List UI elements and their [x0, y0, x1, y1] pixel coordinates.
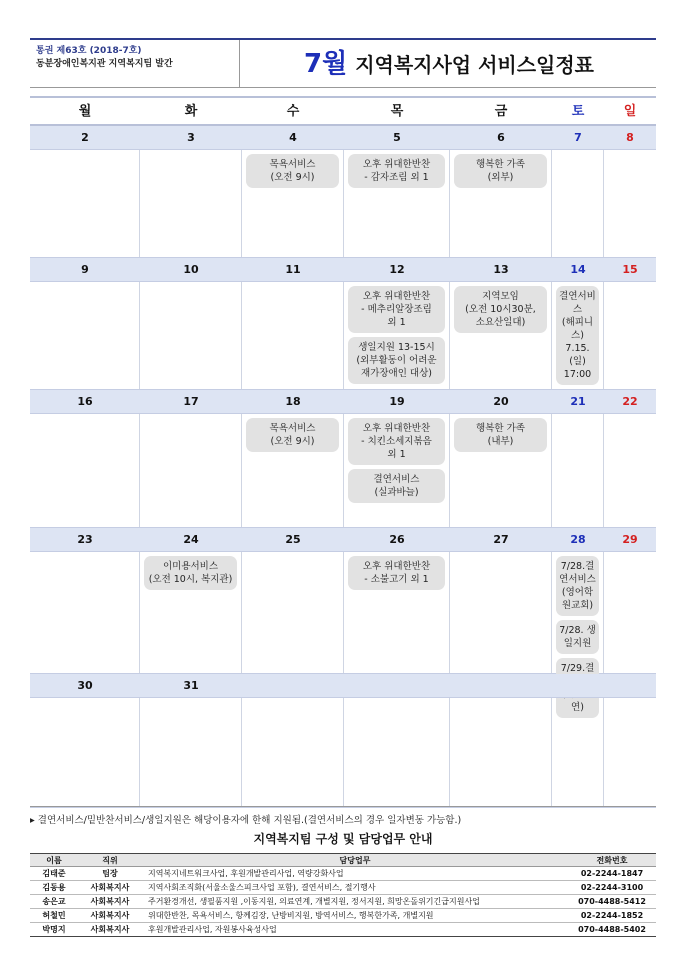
date-number: [242, 674, 344, 697]
event-box: 7/28.결연서비스 (영어학원교회): [556, 556, 599, 616]
event-box: 목욕서비스 (오전 9시): [246, 154, 339, 188]
day-cell: [604, 552, 656, 673]
weekday-wed: 수: [286, 104, 300, 119]
date-row: [30, 674, 656, 698]
day-cell: [450, 698, 552, 807]
day-cell: [30, 282, 140, 389]
staff-phone: 070-4488-5412: [568, 895, 656, 909]
date-number: 29: [622, 533, 638, 546]
staff-role: 사회복지사: [78, 923, 142, 937]
date-number: 13: [493, 263, 509, 276]
day-cell: [552, 150, 604, 257]
table-row: [30, 867, 656, 881]
event-box: 지역모임 (오전 10시30분, 소요산일대): [454, 286, 547, 333]
date-number: 24: [183, 533, 199, 546]
weekday-thu: 목: [390, 104, 404, 119]
team-section-title: 지역복지팀 구성 및 담당업무 안내: [253, 832, 433, 846]
staff-role: 사회복지사: [78, 881, 142, 895]
table-row: [30, 895, 656, 909]
staff-role: 사회복지사: [78, 909, 142, 923]
date-number: 15: [622, 263, 638, 276]
date-number: 12: [389, 263, 405, 276]
staff-name: 박명지: [30, 923, 78, 937]
month-label: 7월: [303, 49, 348, 79]
col-name: 이름: [30, 854, 78, 867]
table-row: [30, 909, 656, 923]
staff-name: 김동용: [30, 881, 78, 895]
col-phone: 전화번호: [568, 854, 656, 867]
day-cell: [450, 552, 552, 673]
event-box: 이미용서비스 (오전 10시, 복지관): [144, 556, 237, 590]
day-cell: [604, 150, 656, 257]
date-number: 25: [285, 533, 301, 546]
staff-name: 김태준: [30, 867, 78, 881]
weekday-header: [30, 96, 656, 126]
day-cell: [242, 552, 344, 673]
staff-phone: 070-4488-5402: [568, 923, 656, 937]
service-note: ▸ 결연서비스/밑반찬서비스/생일지원은 해당이용자에 한해 지원됨.(결연서비스의 경우 일자변동 가능함.): [30, 806, 656, 826]
weekday-sun: 일: [623, 104, 637, 119]
calendar: [30, 96, 656, 808]
day-cell: [30, 150, 140, 257]
day-cell: [344, 150, 450, 257]
day-cell: [604, 282, 656, 389]
date-number: 9: [81, 263, 89, 276]
day-cell: [552, 698, 604, 807]
team-table-header: [30, 854, 656, 867]
publisher: 동분장애인복지관 지역복지팀 발간: [36, 59, 173, 69]
date-number: 11: [285, 263, 301, 276]
events-row: [30, 282, 656, 390]
day-cell: [242, 414, 344, 527]
date-number: 30: [77, 679, 93, 692]
date-number: 28: [570, 533, 586, 546]
calendar-week: [30, 674, 656, 808]
day-cell: [140, 552, 242, 673]
staff-tasks: 지역복지네트워크사업, 후원개발관리사업, 역량강화사업: [142, 867, 568, 881]
day-cell: [344, 414, 450, 527]
weekday-mon: 월: [78, 104, 92, 119]
date-number: 17: [183, 395, 199, 408]
staff-role: 사회복지사: [78, 895, 142, 909]
events-row: [30, 698, 656, 808]
issue-number: 통권 제63호 (2018-7호): [36, 46, 142, 56]
day-cell: [344, 552, 450, 673]
weekday-sat: 토: [571, 104, 585, 119]
date-number: 23: [77, 533, 93, 546]
staff-tasks: 지역사회조직화(서울소울스피크사업 포함), 결연서비스, 절기행사: [142, 881, 568, 895]
date-number: [552, 674, 604, 697]
date-number: 22: [622, 395, 638, 408]
event-box: 7/29.결 연): [556, 658, 599, 718]
date-number: 27: [493, 533, 509, 546]
day-cell: [604, 698, 656, 807]
staff-tasks: 위대한반찬, 목욕서비스, 항께김장, 난방비지원, 방역서비스, 행복한가족, 개별지원: [142, 909, 568, 923]
date-number: [344, 674, 450, 697]
day-cell: [140, 282, 242, 389]
table-row: [30, 923, 656, 937]
calendar-week: [30, 390, 656, 528]
date-number: 5: [393, 131, 401, 144]
date-number: 31: [183, 679, 199, 692]
day-cell: [604, 414, 656, 527]
event-box: 생일지원 13-15시 (외부활동이 어려운 재가장애인 대상): [348, 337, 445, 384]
staff-phone: 02-2244-1847: [568, 867, 656, 881]
event-box: 오후 위대한반찬 - 메추리알장조림 외 1: [348, 286, 445, 333]
day-cell: [30, 414, 140, 527]
date-row: [30, 528, 656, 552]
date-number: [604, 674, 656, 697]
date-number: 26: [389, 533, 405, 546]
date-number: 14: [570, 263, 586, 276]
staff-phone: 02-2244-3100: [568, 881, 656, 895]
staff-tasks: 주거환경개선, 생필품지원 ,이동지원, 의료연계, 개별지원, 정서지원, 희망온돌위기긴급지원사업: [142, 895, 568, 909]
day-cell: [344, 282, 450, 389]
day-cell: [242, 282, 344, 389]
event-box: 오후 위대한반찬 - 소불고기 외 1: [348, 556, 445, 590]
date-number: 18: [285, 395, 301, 408]
date-number: 16: [77, 395, 93, 408]
day-cell: [552, 552, 604, 713]
date-number: 3: [187, 131, 195, 144]
date-number: 8: [626, 131, 634, 144]
events-row: [30, 414, 656, 528]
day-cell: [344, 698, 450, 807]
event-box: 7/28. 생일지원: [556, 620, 599, 654]
date-number: 20: [493, 395, 509, 408]
event-box: 결연서비스 (실과바늘): [348, 469, 445, 503]
date-number: 4: [289, 131, 297, 144]
calendar-week: [30, 258, 656, 390]
col-tasks: 담당업무: [142, 854, 568, 867]
date-number: 2: [81, 131, 89, 144]
event-box: 오후 위대한반찬 - 치킨소세지볶음 외 1: [348, 418, 445, 465]
event-box: 목욕서비스 (오전 9시): [246, 418, 339, 452]
date-number: 19: [389, 395, 405, 408]
day-cell: [242, 150, 344, 257]
weekday-tue: 화: [184, 104, 198, 119]
date-row: [30, 258, 656, 282]
day-cell: [242, 698, 344, 807]
day-cell: [140, 150, 242, 257]
day-cell: [450, 150, 552, 257]
day-cell: [140, 698, 242, 807]
staff-phone: 02-2244-1852: [568, 909, 656, 923]
date-number: 6: [497, 131, 505, 144]
team-table: [30, 853, 656, 937]
calendar-weeks: [30, 126, 656, 808]
date-number: [450, 674, 552, 697]
col-role: 직위: [78, 854, 142, 867]
date-number: 10: [183, 263, 199, 276]
date-number: 21: [570, 395, 586, 408]
staff-name: 허철민: [30, 909, 78, 923]
day-cell: [140, 414, 242, 527]
event-box: 결연서비스 (해피니스) 7.15.(일) 17:00: [556, 286, 599, 385]
date-row: [30, 390, 656, 414]
publication-info: [30, 40, 240, 88]
staff-tasks: 후원개발관리사업, 자원봉사육성사업: [142, 923, 568, 937]
title-text: 지역복지사업 서비스일정표: [355, 53, 595, 77]
event-box: 오후 위대한반찬 - 감자조림 외 1: [348, 154, 445, 188]
date-row: [30, 126, 656, 150]
events-row: [30, 150, 656, 258]
event-box: 행복한 가족 (내부): [454, 418, 547, 452]
event-box: 행복한 가족 (외부): [454, 154, 547, 188]
page-header: [30, 38, 656, 88]
calendar-week: [30, 126, 656, 258]
day-cell: [552, 414, 604, 527]
weekday-fri: 금: [494, 104, 508, 119]
staff-name: 송은교: [30, 895, 78, 909]
staff-role: 팀장: [78, 867, 142, 881]
date-number: 7: [574, 131, 582, 144]
day-cell: [30, 698, 140, 807]
table-row: [30, 881, 656, 895]
team-table-body: [30, 867, 656, 937]
day-cell: [450, 282, 552, 389]
day-cell: [30, 552, 140, 673]
page-title: [242, 40, 656, 88]
day-cell: [552, 282, 604, 389]
day-cell: [450, 414, 552, 527]
